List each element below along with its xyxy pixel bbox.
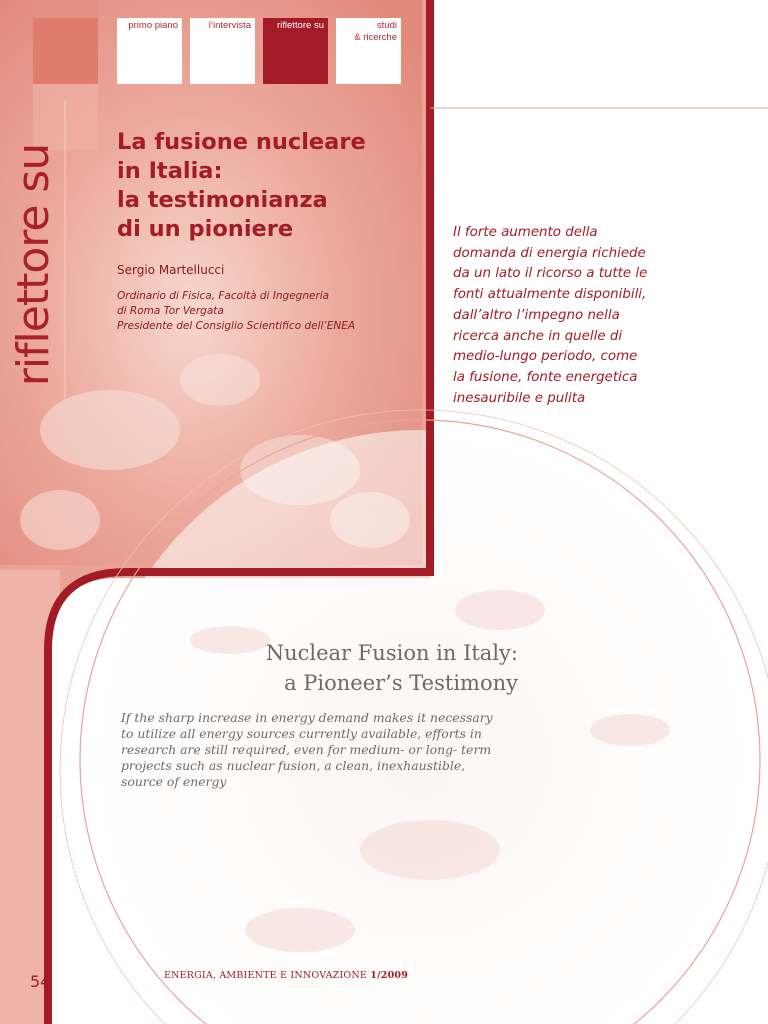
nav-studi-ricerche[interactable]: studi & ricerche: [336, 18, 401, 84]
page-number: 54: [30, 972, 51, 991]
section-vertical-title: riflettore su: [8, 143, 59, 387]
journal-footer: [164, 970, 408, 981]
nav-primo-piano[interactable]: primo piano: [117, 18, 182, 84]
section-navigation: [117, 18, 401, 84]
journal-issue: 1/2009: [370, 970, 409, 981]
article-author: Sergio Martellucci: [117, 263, 225, 277]
nav-intervista[interactable]: l’intervista: [190, 18, 255, 84]
journal-name: ENERGIA, AMBIENTE E INNOVAZIONE: [164, 970, 368, 981]
nav-riflettore-su[interactable]: riflettore su: [263, 18, 328, 84]
abstract-italian: Il forte aumento della domanda di energia richiede da un lato il ricorso a tutte le fonti attualmente disponibili, dall’altro l’impegno nella ricerca anche in quelle di medio-lungo periodo, come la fusione, fonte energetica inesauribile e pulita: [453, 225, 648, 406]
abstract-english: If the sharp increase in energy demand makes it necessary to utilize all energy sources currently available, efforts in research are still required, even for medium- or long- term projects such as nuclear fusion, a clean, inexhaustible, source of energy: [121, 710, 493, 789]
article-title-english: Nuclear Fusion in Italy: a Pioneer’s Testimony: [265, 641, 518, 695]
article-title: La fusione nucleare in Italia: la testimonianza di un pioniere: [117, 129, 366, 242]
author-affiliation: Ordinario di Fisica, Facoltà di Ingegneria di Roma Tor Vergata Presidente del Consiglio Scientifico dell’ENEA: [117, 290, 356, 332]
